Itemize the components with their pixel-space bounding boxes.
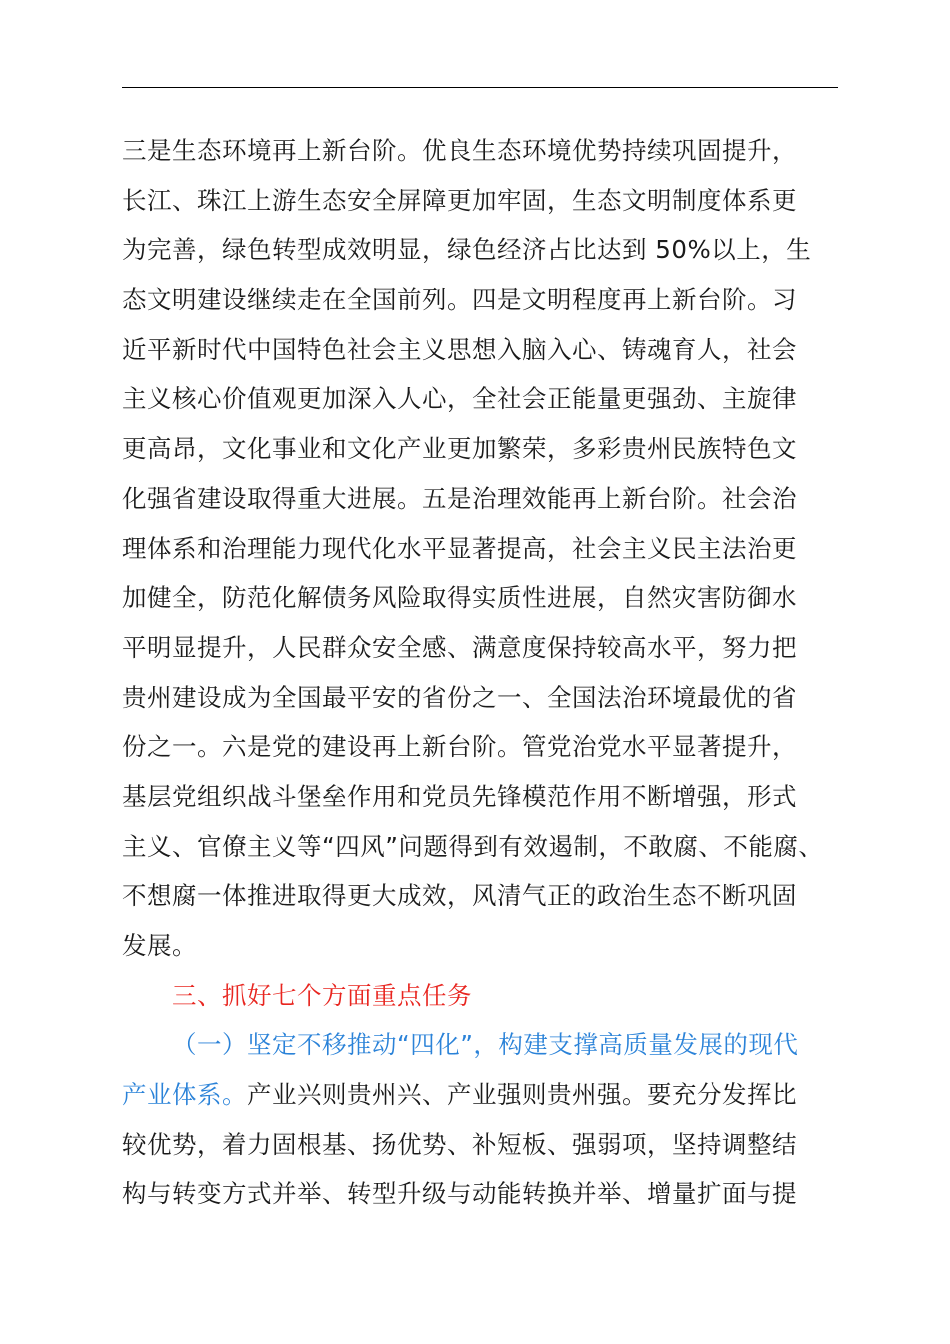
text-line: 为完善，绿色转型成效明显，绿色经济占比达到 50%以上，生	[122, 235, 812, 265]
paragraph-goals	[122, 126, 838, 971]
text-line: 贵州建设成为全国最平安的省份之一、全国法治环境最优的省	[122, 682, 797, 712]
text-line: 基层党组织战斗堡垒作用和党员先锋模范作用不断增强，形式	[122, 781, 797, 811]
text-line: 长江、珠江上游生态安全屏障更加牢固，生态文明制度体系更	[122, 185, 797, 215]
text-line: 发展。	[122, 931, 197, 960]
text-line: 不想腐一体推进取得更大成效，风清气正的政治生态不断巩固	[122, 881, 797, 911]
subsection-title: （一）坚定不移推动“四化”，构建支撑高质量发展的现代	[172, 1030, 799, 1060]
text-line: 三是生态环境再上新台阶。优良生态环境优势持续巩固提升，	[122, 136, 797, 165]
text-line: 更高昂，文化事业和文化产业更加繁荣，多彩贵州民族特色文	[122, 434, 797, 464]
text-line: 加健全，防范化解债务风险取得实质性进展，自然灾害防御水	[122, 583, 797, 613]
text-line: 较优势，着力固根基、扬优势、补短板、强弱项，坚持调整结	[122, 1129, 797, 1159]
document-body	[122, 126, 838, 1219]
text-line: 构与转变方式并举、转型升级与动能转换并举、增量扩面与提	[122, 1179, 797, 1209]
header-rule	[122, 87, 838, 88]
text-line: 平明显提升，人民群众安全感、满意度保持较高水平，努力把	[122, 632, 797, 662]
subsection-first-line	[122, 1070, 838, 1120]
text-line: 态文明建设继续走在全国前列。四是文明程度再上新台阶。习	[122, 285, 797, 315]
text-line: 近平新时代中国特色社会主义思想入脑入心、铸魂育人，社会	[122, 334, 797, 364]
paragraph-industry	[122, 1120, 838, 1219]
subsection-title-end: 产业体系。	[122, 1080, 247, 1110]
subsection-text-start: 产业兴则贵州兴、产业强则贵州强。要充分发挥比	[247, 1080, 797, 1110]
text-line: 理体系和治理能力现代化水平显著提高，社会主义民主法治更	[122, 533, 797, 563]
text-line: 份之一。六是党的建设再上新台阶。管党治党水平显著提升，	[122, 732, 797, 762]
section-heading: 三、抓好七个方面重点任务	[172, 980, 472, 1010]
text-line: 化强省建设取得重大进展。五是治理效能再上新台阶。社会治	[122, 483, 797, 513]
text-line: 主义、官僚主义等“四风”问题得到有效遏制，不敢腐、不能腐、	[122, 831, 824, 861]
text-line: 主义核心价值观更加深入人心，全社会正能量更强劲、主旋律	[122, 384, 797, 414]
